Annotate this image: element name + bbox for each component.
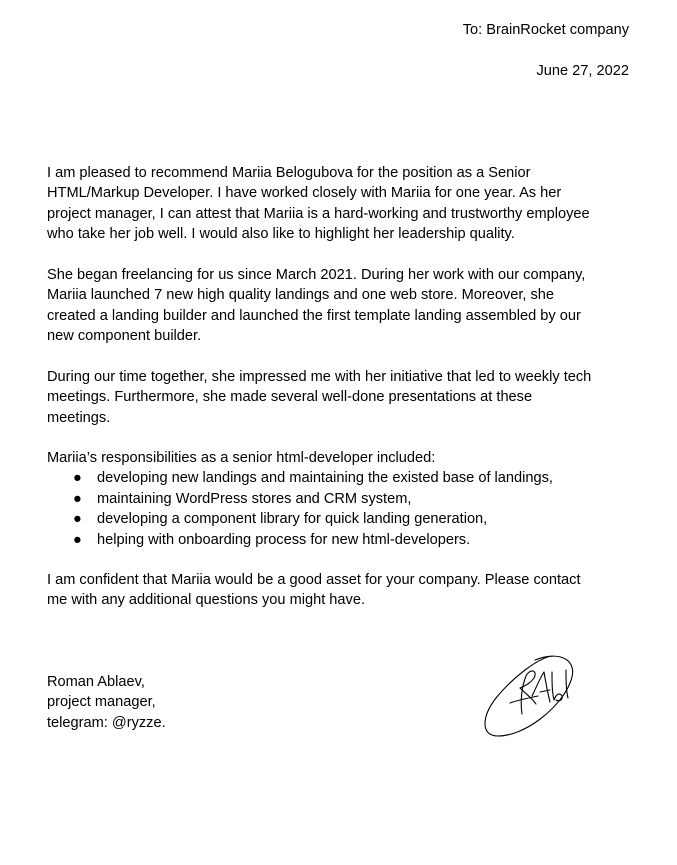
responsibilities-list (47, 468, 637, 550)
signoff-block (47, 672, 166, 733)
handwritten-signature-icon (480, 648, 580, 743)
bullet-icon: ● (73, 531, 82, 548)
responsibility-text: helping with onboarding process for new html-developers. (97, 531, 471, 548)
list-item (47, 489, 637, 509)
list-item (47, 468, 637, 488)
bullet-icon: ● (73, 511, 82, 528)
closing-paragraph: I am confident that Mariia would be a good asset for your company. Please contact me with any additional questions you might have. (47, 572, 581, 609)
responsibilities-intro: Mariia’s responsibilities as a senior html-developer included: (47, 450, 436, 466)
initiative-paragraph: During our time together, she impressed me with her initiative that led to weekly tech meetings. Furthermore, she made several well-done presentations at these meetings. (47, 369, 592, 426)
recommendation-paragraph: I am pleased to recommend Mariia Belogubova for the position as a Senior HTML/Markup Developer. I have worked closely with Mariia for one year. As her project manager, I can attest that Mariia is a hard-working and trustworthy employee who take her job well. I would also like to highlight her leadership quality. (47, 165, 590, 243)
responsibilities-section (47, 448, 637, 550)
letter-date: June 27, 2022 (536, 63, 629, 79)
list-item (47, 530, 637, 550)
responsibility-text: developing new landings and maintaining the existed base of landings, (97, 470, 553, 487)
work-history-paragraph: She began freelancing for us since March 2021. During her work with our company, Mariia launched 7 new high quality landings and one web store. Moreover, she created a landing builder and launched the first template landing assembled by our new component builder. (47, 267, 586, 345)
responsibility-text: developing a component library for quick landing generation, (97, 511, 488, 528)
bullet-icon: ● (73, 470, 82, 487)
signer-contact: telegram: @ryzze. (47, 714, 166, 731)
responsibility-text: maintaining WordPress stores and CRM system, (97, 490, 412, 507)
bullet-icon: ● (73, 490, 82, 507)
signer-role: project manager, (47, 694, 156, 711)
recipient-line: To: BrainRocket company (462, 22, 629, 38)
signer-name: Roman Ablaev, (47, 674, 145, 690)
list-item (47, 509, 637, 529)
